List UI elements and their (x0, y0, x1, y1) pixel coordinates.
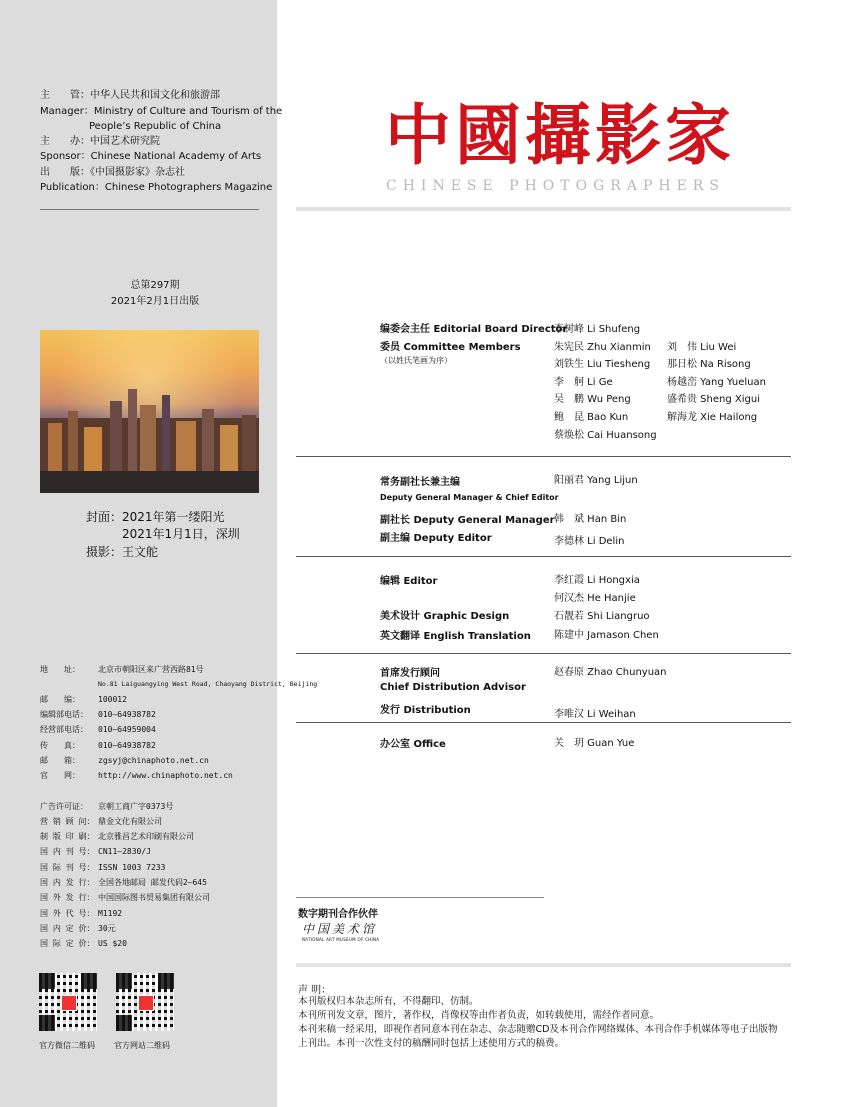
publisher-label: Manager： (40, 106, 94, 117)
publisher-line (40, 180, 272, 195)
contact-label: 传 真： (40, 741, 80, 750)
licensing-line (40, 906, 122, 921)
board-member: 那日松 Na Risong (667, 359, 751, 370)
contact-label: 邮 编： (40, 695, 80, 704)
contact-line (40, 692, 127, 707)
design-role: 美术设计 Graphic Design (380, 611, 510, 622)
cover-photo (40, 330, 259, 493)
licensing-label: 制 版 印 刷： (40, 832, 95, 841)
contact-line (40, 738, 156, 753)
divider (296, 722, 791, 723)
licensing-label: 广告许可证： (40, 802, 88, 811)
licensing-value: US $20 (98, 939, 127, 948)
editor-role: 编辑 Editor (380, 576, 438, 587)
contact-line (40, 722, 156, 737)
licensing-value: 中国国际图书贸易集团有限公司 (98, 893, 210, 902)
licensing-value: 30元 (98, 924, 116, 933)
management-role: 副主编 Deputy Editor (380, 533, 492, 544)
board-members-note: （以姓氏笔画为序） (380, 356, 452, 365)
masthead-subtitle: CHINESE PHOTOGRAPHERS (386, 178, 725, 194)
publisher-label: Publication： (40, 182, 105, 193)
board-member: 朱宪民 Zhu Xianmin (554, 342, 651, 353)
editor-name: 李红霞 Li Hongxia (554, 575, 640, 586)
publisher-label: 出 版： (40, 167, 90, 178)
contact-value: zgsyj@chinaphoto.net.cn (98, 756, 209, 765)
divider (296, 897, 544, 898)
editor-name: 何汉杰 He Hanjie (554, 593, 636, 604)
divider (296, 556, 791, 557)
statement-heading: 声 明： (298, 985, 332, 996)
translator-name: 陈建中 Jamason Chen (554, 630, 659, 641)
licensing-line (40, 844, 151, 859)
distribution-role: 发行 Distribution (380, 705, 471, 716)
contact-label: 经营部电话： (40, 725, 88, 734)
cover-caption-line2: 2021年1月1日，深圳 (122, 527, 240, 541)
licensing-value: CN11—2830/J (98, 847, 151, 856)
divider (296, 653, 791, 654)
management-role: 副社长 Deputy General Manager (380, 515, 555, 526)
publisher-line (89, 119, 221, 134)
licensing-value: 京朝工商广字0373号 (98, 802, 174, 811)
board-member: 李树峰 Li Shufeng (554, 324, 641, 335)
board-member: 李 舸 Li Ge (554, 377, 613, 388)
contact-label: 官 网： (40, 771, 80, 780)
licensing-value: 北京雅昌艺术印刷有限公司 (98, 832, 194, 841)
advisor-role: 首席发行顾问 (380, 668, 440, 679)
licensing-line (40, 875, 207, 890)
partner-logo[interactable]: 中国美术馆 (302, 922, 378, 936)
management-name: 韩 斌 Han Bin (554, 514, 627, 525)
publisher-value: Chinese Photographers Magazine (104, 182, 273, 193)
publisher-line (40, 134, 160, 149)
contact-line (40, 753, 209, 768)
publisher-value: Ministry of Culture and Tourism of the (93, 106, 283, 117)
contact-label: 编辑部电话： (40, 710, 88, 719)
licensing-line (40, 936, 127, 951)
licensing-line (40, 799, 173, 814)
contact-value: http://www.chinaphoto.net.cn (98, 771, 233, 780)
statement-line: 本刊所刊发文章，图片，著作权，肖像权等由作者负责，如转载使用，需经作者同意。 (298, 1010, 660, 1021)
cover-caption-photographer (86, 543, 158, 560)
divider (296, 456, 791, 457)
licensing-line (40, 921, 116, 936)
partner-logo-sub: NATIONAL ART MUSEUM OF CHINA (302, 937, 380, 942)
publisher-value: 中国艺术研究院 (90, 136, 160, 147)
publisher-line (40, 104, 282, 119)
masthead-divider (296, 207, 791, 211)
contact-value: 100012 (98, 695, 127, 704)
office-name: 关 玥 Guan Yue (554, 738, 635, 749)
caption-label: 封面： (86, 510, 123, 524)
management-name: 阳丽君 Yang Lijun (554, 475, 638, 486)
board-member: 刘铁生 Liu Tiesheng (554, 359, 651, 370)
contact-value: 010—64938782 (98, 710, 156, 719)
issue-date: 2021年2月1日出版 (110, 296, 200, 307)
board-member: 蔡焕松 Cai Huansong (554, 430, 657, 441)
licensing-label: 国 内 定 价： (40, 924, 95, 933)
publisher-line (40, 165, 185, 180)
board-member: 解海龙 Xie Hailong (667, 412, 758, 423)
wechat-qr-label: 官方微信二维码 (39, 1041, 95, 1050)
licensing-line (40, 814, 162, 829)
issue-number: 总第297期 (130, 280, 180, 291)
licensing-value: 鼎金文化有限公司 (98, 817, 162, 826)
board-director-role: 编委会主任 Editorial Board Director (380, 324, 568, 335)
website-qr-label: 官方网站二维码 (114, 1041, 170, 1050)
designer-name: 石靓若 Shi Liangruo (554, 611, 650, 622)
board-member: 杨越峦 Yang Yueluan (667, 377, 766, 388)
caption-text: 王文舵 (122, 545, 159, 559)
contact-value: 北京市朝阳区来广营西路81号 (98, 665, 204, 674)
licensing-label: 国 内 发 行： (40, 878, 95, 887)
licensing-label: 国 际 刊 号： (40, 863, 95, 872)
distributor-name: 李唯汉 Li Weihan (554, 709, 636, 720)
board-member: 吴 鹏 Wu Peng (554, 394, 631, 405)
translation-role: 英文翻译 English Translation (380, 631, 531, 642)
advisor-role-en: Chief Distribution Advisor (380, 682, 526, 693)
masthead-title: 中國攝影家 (385, 96, 735, 174)
licensing-label: 国 内 刊 号： (40, 847, 95, 856)
board-members-role: 委员 Committee Members (380, 342, 521, 353)
partner-heading: 数字期刊合作伙伴 (298, 909, 378, 920)
website-qr-code[interactable] (116, 973, 174, 1031)
contact-line (40, 707, 156, 722)
office-role: 办公室 Office (380, 739, 446, 750)
licensing-line (40, 890, 210, 905)
publisher-line (40, 149, 261, 164)
board-member: 鲍 昆 Bao Kun (554, 412, 629, 423)
publisher-label: 主 办： (40, 136, 90, 147)
statement-divider (296, 963, 791, 967)
caption-text: 2021年第一缕阳光 (122, 510, 225, 524)
licensing-value: 全国各地邮局 邮发代码2—645 (98, 878, 207, 887)
publisher-value: People’s Republic of China (89, 121, 222, 132)
licensing-label: 营 销 顾 问： (40, 817, 95, 826)
licensing-label: 国 际 定 价： (40, 939, 95, 948)
publisher-label: 主 管： (40, 90, 90, 101)
publisher-value: 中华人民共和国文化和旅游部 (90, 90, 220, 101)
management-role-en: Deputy General Manager & Chief Editor (380, 493, 559, 502)
contact-label: 邮 箱： (40, 756, 80, 765)
licensing-value: M1192 (98, 909, 123, 918)
board-member: 刘 伟 Liu Wei (667, 342, 737, 353)
licensing-line (40, 860, 165, 875)
cover-caption-line1 (86, 508, 225, 525)
licensing-line (40, 829, 194, 844)
management-name: 李德林 Li Delin (554, 536, 625, 547)
statement-line: 本刊版权归本杂志所有，不得翻印、仿制。 (298, 996, 479, 1007)
licensing-value: ISSN 1003 7233 (98, 863, 166, 872)
advisor-name: 赵春原 Zhao Chunyuan (554, 667, 667, 678)
contact-label: 地 址： (40, 665, 80, 674)
contact-line: No.81 Laiguangying West Road, Chaoyang District, Beijing (98, 680, 318, 688)
publisher-label: Sponsor： (40, 151, 91, 162)
contact-value: 010—64959004 (98, 725, 156, 734)
caption-label: 摄影： (86, 545, 123, 559)
publisher-value: 《中国摄影家》杂志社 (90, 167, 185, 178)
statement-line: 本刊来稿一经采用，即视作者同意本刊在杂志、杂志随赠CD及本刊合作网络媒体、本刊合作手机媒体等电子出版物 (298, 1024, 778, 1035)
contact-line (40, 768, 233, 783)
publisher-line (40, 88, 220, 103)
wechat-qr-code[interactable] (39, 973, 97, 1031)
divider (40, 209, 259, 210)
statement-line: 上刊出。本刊一次性支付的稿酬同时包括上述使用方式的稿费。 (298, 1038, 565, 1049)
management-role: 常务副社长兼主编 (380, 477, 460, 488)
contact-line (40, 662, 204, 677)
contact-value: 010—64938782 (98, 741, 156, 750)
publisher-value: Chinese National Academy of Arts (90, 151, 262, 162)
licensing-label: 国 外 发 行： (40, 893, 95, 902)
board-member: 盛希贵 Sheng Xigui (667, 394, 760, 405)
licensing-label: 国 外 代 号： (40, 909, 95, 918)
